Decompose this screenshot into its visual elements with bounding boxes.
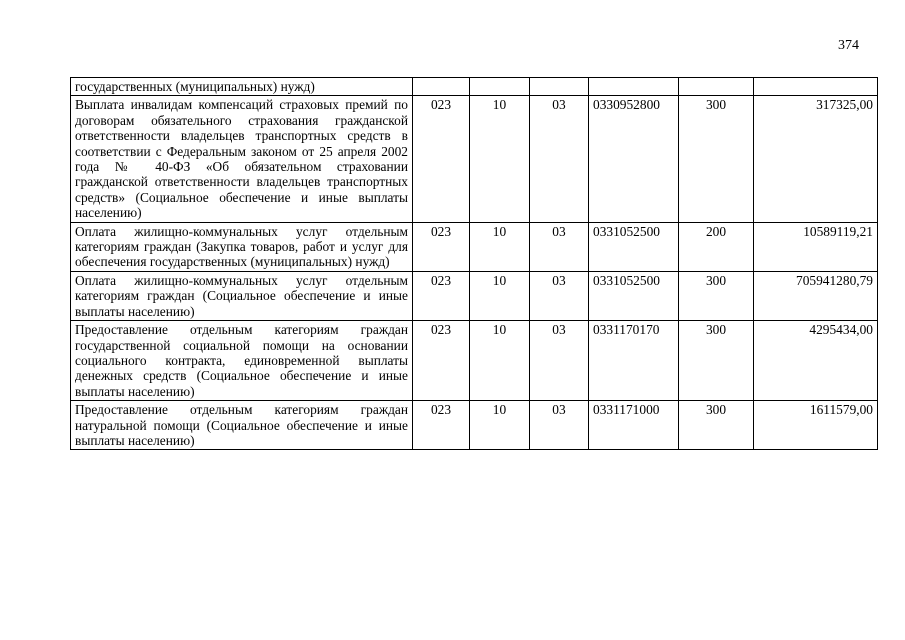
section-code: 10: [470, 401, 530, 450]
table-row: [71, 222, 878, 271]
row-description: Предоставление отдельным категориям граждан натуральной помощи (Социальное обеспечение и иные выплаты населению): [71, 401, 413, 450]
expense-type-code: 300: [679, 321, 754, 401]
section-code: [470, 78, 530, 96]
amount: 317325,00: [754, 96, 878, 222]
row-description: Оплата жилищно-коммунальных услуг отдельным категориям граждан (Социальное обеспечение и иные выплаты населению): [71, 271, 413, 320]
expense-type-code: 300: [679, 401, 754, 450]
row-description: Оплата жилищно-коммунальных услуг отдельным категориям граждан (Закупка товаров, работ и услуг для обеспечения государственных (муниципальных) нужд): [71, 222, 413, 271]
amount: 1611579,00: [754, 401, 878, 450]
target-code: 0330952800: [589, 96, 679, 222]
subsection-code: [530, 78, 589, 96]
ministry-code: 023: [413, 271, 470, 320]
subsection-code: 03: [530, 271, 589, 320]
amount: [754, 78, 878, 96]
section-code: 10: [470, 222, 530, 271]
subsection-code: 03: [530, 321, 589, 401]
section-code: 10: [470, 321, 530, 401]
expense-type-code: 200: [679, 222, 754, 271]
table-row: [71, 271, 878, 320]
ministry-code: 023: [413, 96, 470, 222]
ministry-code: 023: [413, 321, 470, 401]
row-description: Выплата инвалидам компенсаций страховых премий по договорам обязательного страхования гражданской ответственности владельцев транспортных средств в соответствии с Федеральным законом от 25 апреля 2002 года № 40-ФЗ «Об обязательном страховании гражданской ответственности владельцев транспортных средств» (Социальное обеспечение и иные выплаты населению): [71, 96, 413, 222]
target-code: [589, 78, 679, 96]
section-code: 10: [470, 271, 530, 320]
table-row: [71, 78, 878, 96]
table-row: [71, 401, 878, 450]
expense-type-code: [679, 78, 754, 96]
target-code: 0331052500: [589, 222, 679, 271]
page-number: 374: [838, 38, 859, 53]
table-row: [71, 321, 878, 401]
expense-type-code: 300: [679, 96, 754, 222]
amount: 4295434,00: [754, 321, 878, 401]
subsection-code: 03: [530, 222, 589, 271]
target-code: 0331171000: [589, 401, 679, 450]
amount: 705941280,79: [754, 271, 878, 320]
target-code: 0331052500: [589, 271, 679, 320]
row-description: Предоставление отдельным категориям граждан государственной социальной помощи на основании социального контракта, единовременной выплаты денежных средств (Социальное обеспечение и иные выплаты населению): [71, 321, 413, 401]
ministry-code: 023: [413, 222, 470, 271]
ministry-code: 023: [413, 401, 470, 450]
subsection-code: 03: [530, 96, 589, 222]
target-code: 0331170170: [589, 321, 679, 401]
row-description: государственных (муниципальных) нужд): [71, 78, 413, 96]
subsection-code: 03: [530, 401, 589, 450]
amount: 10589119,21: [754, 222, 878, 271]
section-code: 10: [470, 96, 530, 222]
table-row: [71, 96, 878, 222]
expense-type-code: 300: [679, 271, 754, 320]
budget-table: [70, 77, 878, 450]
ministry-code: [413, 78, 470, 96]
